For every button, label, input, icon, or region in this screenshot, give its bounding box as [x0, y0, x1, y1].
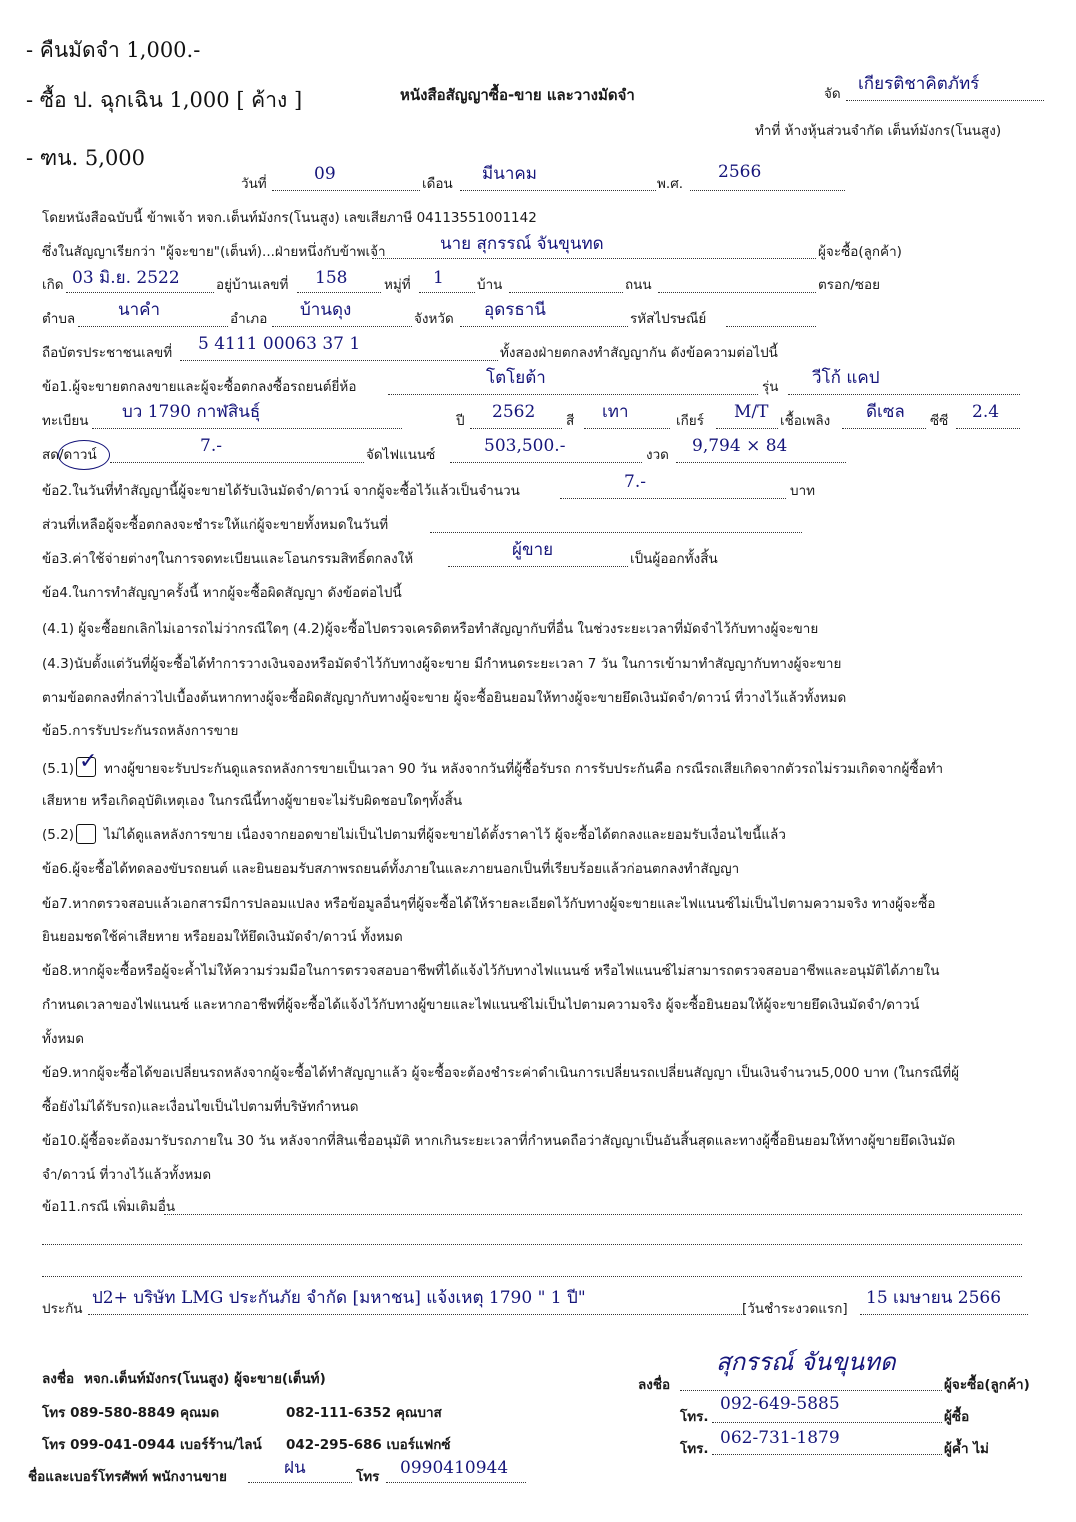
contract-place: ทำที่ ห้างหุ้นส่วนจำกัด เต็นท์มังกร(โนนสูง) [755, 123, 1002, 139]
clause9b: ซื้อยังไม่ได้รับรถ)และเงื่อนไขเป็นไปตามที่บริษัทกำหนด [42, 1099, 359, 1115]
postcode-label: รหัสไปรษณีย์ [630, 311, 707, 327]
car-year: 2562 [492, 402, 536, 422]
car-fuel-line [842, 428, 926, 429]
road-line [658, 292, 816, 293]
clause2-remaining-line [430, 532, 802, 533]
clause5-1b: เสียหาย หรือเกิดอุบัติเหตุเอง ในกรณีนี้ทางผู้ขายจะไม่รับผิดชอบใดๆทั้งสิ้น [42, 793, 463, 809]
car-cc: 2.4 [972, 402, 1000, 422]
clause3-value: ผู้ขาย [512, 540, 554, 560]
clause9a: ข้อ9.หากผู้จะซื้อได้ขอเปลี่ยนรถหลังจากผู้จะซื้อได้ทำสัญญาแล้ว ผู้จะซื้อจะต้องชำระค่าดำเนินการเปลี่ยนรถเปลี่ยนสัญญา เป็นเงินจำนวน5,000 บาท (ในกรณีที่ผู้ [42, 1065, 960, 1081]
clause8a: ข้อ8.หากผู้จะซื้อหรือผู้จะค้ำไม่ให้ความร่วมมือในการตรวจสอบอาชีพที่ได้แจ้งไว้กับทางไฟแนนซ์ หรือไฟแนนซ์ไม่สามารถตรวจสอบอาชีพและอนุมัติได้ภายใน [42, 963, 940, 979]
car-gear-line [716, 428, 778, 429]
clause3-suffix: เป็นผู้ออกทั้งสิ้น [630, 551, 718, 567]
birth-label: เกิด [42, 277, 64, 293]
first-due-label: [วันชำระงวดแรก] [742, 1301, 848, 1317]
staff-tel-line [386, 1482, 526, 1483]
clause4-1: (4.1) ผู้จะซื้อยกเลิกไม่เอารถไม่ว่ากรณีใดๆ (4.2)ผู้จะซื้อไปตรวจเครดิตหรือทำสัญญากับที่อื่น ในช่วงระยะเวลาที่มัดจำไว้กับทางผู้จะขาย [42, 621, 819, 637]
month-value: มีนาคม [482, 164, 537, 184]
clause2-unit: บาท [790, 483, 816, 499]
clause3-label: ข้อ3.ค่าใช้จ่ายต่างๆในการจดทะเบียนและโอนกรรมสิทธิ์ตกลงให้ [42, 551, 414, 567]
clause4-3b: ตามข้อตกลงที่กล่าวไปเบื้องต้นหากทางผู้จะซื้อผิดสัญญากับทางผู้จะขาย ผู้จะซื้อยินยอมให้ทางผู้จะขายยึดเงินมัดจำ/ดาวน์ ที่วางไว้แล้วทั้งหมด [42, 690, 847, 706]
house-value: 158 [315, 268, 348, 288]
moo-label: หมู่ที่ [384, 277, 411, 293]
clause11-line3 [42, 1276, 1022, 1277]
id-line [180, 360, 498, 361]
note-emergency-insurance: - ซื้อ ป. ฉุกเฉิน 1,000 [ ค้าง ] [26, 88, 303, 112]
intro-line2: ซึ่งในสัญญาเรียกว่า "ผู้จะขาย"(เต็นท์)...ฝ่ายหนึ่งกับข้าพเจ้า [42, 244, 386, 260]
insurance-label: ประกัน [42, 1301, 83, 1317]
seller-sign-label: ลงชื่อ [42, 1371, 75, 1387]
id-label: ถือบัตรประชาชนเลขที่ [42, 345, 173, 361]
day-value: 09 [314, 164, 336, 184]
village-label: บ้าน [477, 277, 503, 293]
buyer-tel1-role: ผู้ซื้อ [944, 1409, 970, 1425]
clause5-2: ไม่ได้ดูแลหลังการขาย เนื่องจากยอดขายไม่เป็นไปตามที่ผู้จะขายได้ตั้งราคาไว้ ผู้จะซื้อได้ตกลงและยอมรับเงื่อนไขนี้แล้ว [104, 827, 786, 843]
clause8c: ทั้งหมด [42, 1031, 85, 1047]
staff-tel-label: โทร [356, 1469, 380, 1485]
clause2-remaining: ส่วนที่เหลือผู้จะซื้อตกลงจะชำระให้แก่ผู้จะขายทั้งหมดในวันที่ [42, 517, 389, 533]
moo-line [419, 292, 475, 293]
buyer-tel2: 062-731-1879 [720, 1428, 840, 1448]
buyer-tel1-line [712, 1422, 942, 1423]
contact-1: โทร 089-580-8849 คุณมด [42, 1405, 220, 1421]
contact-4: 042-295-686 เบอร์แฟกซ์ [286, 1437, 451, 1453]
amphoe-value: บ้านดุง [300, 300, 352, 320]
insurance-value: ป2+ บริษัท LMG ประกันภัย จำกัด [มหาชน] แจ้งเหตุ 1790 " 1 ปี" [92, 1288, 586, 1308]
first-due-value: 15 เมษายน 2566 [866, 1288, 1002, 1308]
birth-value: 03 มิ.ย. 2522 [72, 268, 180, 288]
seller-sign-name: หจก.เต็นท์มังกร(โนนสูง) ผู้จะขาย(เต็นท์) [84, 1371, 326, 1387]
tambon-value: นาคำ [118, 300, 161, 320]
staff-label: ชื่อและเบอร์โทรศัพท์ พนักงานขาย [28, 1469, 227, 1485]
province-line [460, 326, 628, 327]
house-line [297, 292, 381, 293]
car-model: วีโก้ แคป [812, 368, 880, 388]
model-label: รุ่น [762, 379, 779, 395]
note-refund-deposit: - คืนมัดจำ 1,000.- [26, 38, 201, 62]
cc-label: ซีซี [930, 413, 949, 429]
clause10b: จำ/ดาวน์ ที่วางไว้แล้วทั้งหมด [42, 1167, 212, 1183]
reg-label: ทะเบียน [42, 413, 89, 429]
buyer-sign-label: ลงชื่อ [638, 1377, 671, 1393]
clause11: ข้อ11.กรณี เพิ่มเติมอื่น [42, 1199, 176, 1215]
finance-value: 503,500.- [484, 436, 566, 456]
buyer-name-line [372, 258, 816, 259]
clause11-line2 [42, 1244, 1022, 1245]
contact-3: โทร 099-041-0944 เบอร์ร้าน/ไลน์ [42, 1437, 262, 1453]
gear-label: เกียร์ [676, 413, 704, 429]
house-label: อยู่บ้านเลขที่ [216, 277, 289, 293]
installment-line [676, 462, 846, 463]
made-by-value: เกียรติชาคิตภัทร์ [858, 74, 980, 94]
down-value: 7.- [200, 436, 222, 456]
buyer-name: นาย สุกรรณ์ จันขุนทด [440, 234, 604, 254]
id-suffix: ทั้งสองฝ่ายตกลงทำสัญญากัน ดังข้อความต่อไปนี้ [500, 345, 778, 361]
car-color: เทา [602, 402, 629, 422]
year-line [690, 190, 845, 191]
clause5-1a: ทางผู้ขายจะรับประกันดูแลรถหลังการขายเป็นเวลา 90 วัน หลังจากวันที่ผู้ซื้อรับรถ การรับประกันคือ กรณีรถเสียเกิดจากตัวรถไม่รวมเกิดจากผู้ซื้อทำ [104, 761, 944, 777]
clause5: ข้อ5.การรับประกันรถหลังการขาย [42, 723, 239, 739]
first-due-line [860, 1314, 1028, 1315]
clause2-line [560, 498, 786, 499]
year-label: พ.ศ. [657, 176, 684, 192]
clause11-line1 [164, 1214, 1022, 1215]
month-line [460, 190, 656, 191]
buyer-signature: สุกรรณ์ จันขุนทด [716, 1348, 896, 1376]
buyer-sign-role: ผู้จะซื้อ(ลูกค้า) [944, 1377, 1030, 1393]
car-cc-line [956, 428, 1020, 429]
car-brand-line [388, 394, 758, 395]
car-model-line [788, 394, 1020, 395]
clause5-2-checkbox[interactable] [76, 824, 96, 844]
buyer-tel2-label: โทร. [680, 1441, 709, 1457]
buyer-tel2-line [712, 1454, 942, 1455]
document-title: หนังสือสัญญาซื้อ-ขาย และวางมัดจำ [400, 86, 635, 104]
insurance-line [88, 1314, 742, 1315]
intro-line1: โดยหนังสือฉบับนี้ ข้าพเจ้า หจก.เต็นท์มังกร(โนนสูง) เลขเสียภาษี 04113551001142 [42, 210, 537, 226]
soi-label: ตรอก/ซอย [818, 277, 881, 293]
buyer-tel1-label: โทร. [680, 1409, 709, 1425]
finance-line [450, 462, 642, 463]
clause1-label: ข้อ1.ผู้จะขายตกลงขายและผู้จะซื้อตกลงซื้อรถยนต์ยี่ห้อ [42, 379, 357, 395]
clause2-label: ข้อ2.ในวันที่ทำสัญญานี้ผู้จะขายได้รับเงินมัดจำ/ดาวน์ จากผู้จะซื้อไว้แล้วเป็นจำนวน [42, 483, 520, 499]
id-value: 5 4111 00063 37 1 [198, 334, 361, 354]
car-fuel: ดีเซล [866, 402, 905, 422]
fuel-label: เชื้อเพลิง [780, 413, 831, 429]
clause3-line [448, 566, 628, 567]
clause10a: ข้อ10.ผู้ซื้อจะต้องมารับรถภายใน 30 วัน หลังจากที่สินเชื่ออนุมัติ หากเกินระยะเวลาที่กำหนดถือว่าสัญญาเป็นอันสิ้นสุดและทางผู้ซื้อยินยอมให้ทางผู้ขายยึดเงินมัด [42, 1133, 956, 1149]
contact-2: 082-111-6352 คุณบาส [286, 1405, 442, 1421]
car-color-line [584, 428, 670, 429]
buyer-sign-line [680, 1390, 942, 1391]
down-line [110, 462, 364, 463]
province-label: จังหวัด [414, 311, 454, 327]
car-year-label: ปี [456, 413, 465, 429]
made-by-label: จัด [824, 86, 841, 102]
clause6: ข้อ6.ผู้จะซื้อได้ทดลองขับรถยนต์ และยินยอมรับสภาพรถยนต์ทั้งภายในและภายนอกเป็นที่เรียบร้อยแล้วก่อนตกลงทำสัญญา [42, 861, 740, 877]
car-year-line [470, 428, 562, 429]
clause4-3a: (4.3)นับตั้งแต่วันที่ผู้จะซื้อได้ทำการวางเงินจองหรือมัดจำไว้กับทางผู้จะขาย มีกำหนดระยะเวลา 7 วัน ในการเข้ามาทำสัญญากับทางผู้จะขาย [42, 656, 842, 672]
check-mark-icon: ✓ [79, 749, 98, 774]
color-label: สี [566, 413, 575, 429]
note-amount: - ฑน. 5,000 [26, 146, 146, 170]
staff-name-line [248, 1482, 352, 1483]
clause7b: ยินยอมชดใช้ค่าเสียหาย หรือยอมให้ยึดเงินมัดจำ/ดาวน์ ทั้งหมด [42, 929, 403, 945]
car-brand: โตโยต้า [486, 368, 546, 388]
clause7a: ข้อ7.หากตรวจสอบแล้วเอกสารมีการปลอมแปลง หรือข้อมูลอื่นๆที่ผู้จะซื้อได้ให้รายละเอียดไว้กับทางผู้จะขายและไฟแนนซ์ไม่เป็นไปตามความจริง ทางผู้จะซื้อ [42, 896, 936, 912]
month-label: เดือน [422, 176, 453, 192]
clause4: ข้อ4.ในการทำสัญญาครั้งนี้ หากผู้จะซื้อผิดสัญญา ดังข้อต่อไปนี้ [42, 585, 402, 601]
car-reg: บว 1790 กาฬสินธุ์ [122, 402, 261, 422]
down-label: สด/ดาวน์ [42, 447, 97, 463]
amphoe-label: อำเภอ [230, 311, 268, 327]
made-by-line [846, 100, 1044, 101]
clause8b: กำหนดเวลาของไฟแนนซ์ และหากอาชีพที่ผู้จะซื้อได้แจ้งไว้กับทางผู้ขายและไฟแนนซ์ไม่เป็นไปตามความจริง ผู้จะซื้อยินยอมให้ผู้จะขายยึดเงินมัดจำ/ดาวน์ [42, 997, 920, 1013]
postcode-line [726, 326, 816, 327]
birth-line [66, 292, 214, 293]
staff-name: ฝน [284, 1458, 306, 1478]
buyer-tel2-role: ผู้ค้ำ ไม่ [944, 1441, 989, 1457]
village-line [509, 292, 623, 293]
clause5-2-label: (5.2) [42, 827, 75, 843]
day-label: วันที่ [241, 176, 267, 192]
clause5-1-label: (5.1) [42, 761, 75, 777]
installment-value: 9,794 × 84 [692, 436, 788, 456]
moo-value: 1 [433, 268, 444, 288]
finance-label: จัดไฟแนนซ์ [366, 447, 436, 463]
road-label: ถนน [625, 277, 652, 293]
year-value: 2566 [718, 162, 762, 182]
province-value: อุดรธานี [484, 300, 546, 320]
day-line [272, 190, 420, 191]
car-reg-line [92, 428, 402, 429]
car-gear: M/T [734, 402, 769, 422]
installment-label: งวด [646, 447, 669, 463]
buyer-tel1: 092-649-5885 [720, 1394, 840, 1414]
clause2-amount: 7.- [624, 472, 646, 492]
buyer-suffix: ผู้จะซื้อ(ลูกค้า) [818, 244, 902, 260]
tambon-line [78, 326, 228, 327]
amphoe-line [272, 326, 412, 327]
staff-tel: 0990410944 [400, 1458, 509, 1478]
tambon-label: ตำบล [42, 311, 76, 327]
